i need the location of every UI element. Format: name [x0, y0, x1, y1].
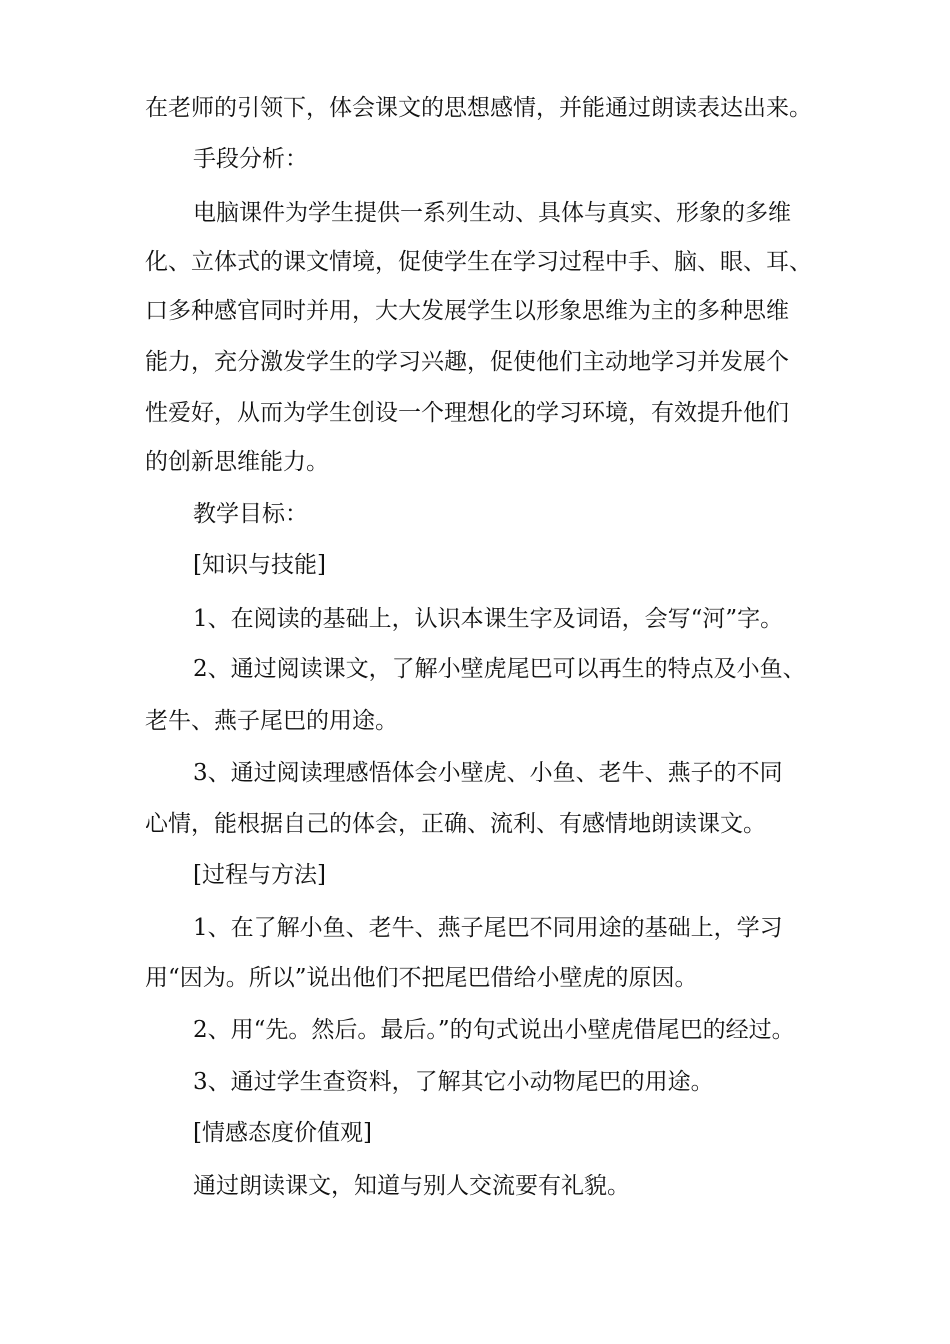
list-item: 2、通过阅读课文，了解小壁虎尾巴可以再生的特点及小鱼、: [193, 656, 806, 682]
text-line: 用“因为。所以”说出他们不把尾巴借给小壁虎的原因。: [145, 965, 698, 991]
text-line: 老牛、燕子尾巴的用途。: [145, 708, 398, 734]
text-line: 在老师的引领下，体会课文的思想感情，并能通过朗读表达出来。: [145, 95, 812, 121]
section-heading: 手段分析：: [193, 146, 308, 172]
subsection-heading: [情感态度价值观]: [193, 1120, 372, 1146]
text-line: 性爱好，从而为学生创设一个理想化的学习环境，有效提升他们: [145, 400, 789, 426]
section-heading: 教学目标：: [193, 501, 308, 527]
text-line: 的创新思维能力。: [145, 449, 329, 475]
text-line: 心情，能根据自己的体会，正确、流利、有感情地朗读课文。: [145, 811, 766, 837]
text-line: 电脑课件为学生提供一系列生动、具体与真实、形象的多维: [193, 200, 791, 226]
list-item: 1、在了解小鱼、老牛、燕子尾巴不同用途的基础上，学习: [193, 915, 783, 941]
list-item: 1、在阅读的基础上，认识本课生字及词语，会写“河”字。: [193, 606, 784, 632]
text-line: 化、立体式的课文情境，促使学生在学习过程中手、脑、眼、耳、: [145, 249, 812, 275]
list-item: 3、通过学生查资料，了解其它小动物尾巴的用途。: [193, 1069, 714, 1095]
text-line: 口多种感官同时并用，大大发展学生以形象思维为主的多种思维: [145, 298, 789, 324]
list-item: 3、通过阅读理感悟体会小壁虎、小鱼、老牛、燕子的不同: [193, 760, 783, 786]
text-line: 通过朗读课文，知道与别人交流要有礼貌。: [193, 1173, 630, 1199]
subsection-heading: [过程与方法]: [193, 862, 326, 888]
subsection-heading: [知识与技能]: [193, 552, 326, 578]
list-item: 2、用“先。然后。最后。”的句式说出小壁虎借尾巴的经过。: [193, 1017, 795, 1043]
text-line: 能力，充分激发学生的学习兴趣，促使他们主动地学习并发展个: [145, 349, 789, 375]
